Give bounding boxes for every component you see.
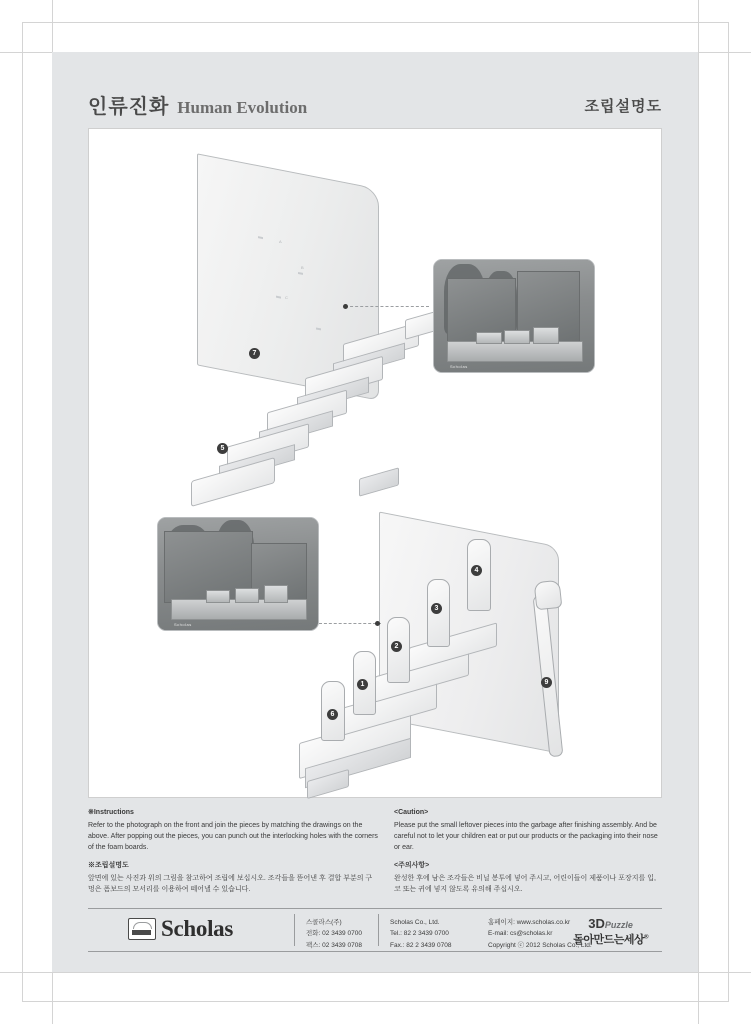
3d-puzzle-logo — [573, 916, 648, 947]
company-tel-en: Tel.: 82 2 3439 0700 — [390, 930, 449, 938]
page-title-ko: 인류진화 — [88, 96, 170, 118]
copyright-text: Copyright ⓒ 2012 Scholas Co., Ltd. — [488, 941, 592, 949]
caution-heading-ko: <주의사항> — [394, 862, 430, 870]
footer-divider — [378, 914, 379, 946]
instructions-right — [394, 808, 662, 896]
instructions-heading-ko: ※조립설명도 — [88, 862, 129, 870]
footer-company-en — [390, 917, 451, 951]
leader-dot — [375, 621, 380, 626]
footer-divider — [294, 914, 295, 946]
company-name-en: Scholas Co., Ltd. — [390, 919, 440, 926]
leader-line-bottom — [319, 623, 381, 624]
email-text: E-mail: cs@scholas.kr — [488, 930, 553, 938]
page-footer — [88, 908, 662, 952]
instruction-sheet — [52, 52, 698, 972]
brand-logo — [128, 916, 233, 942]
part-number-badge: 7 — [249, 348, 260, 359]
caution-body-en: Please put the small leftover pieces into the garbage after finishing assembly. And be careful not to let your children eat or put our products or the packaging into their nose or ear. — [394, 821, 658, 851]
footer-company-ko — [306, 917, 362, 951]
instructions-left — [88, 808, 378, 896]
micro-label: B — [301, 265, 304, 270]
instructions-heading-en: ※Instructions — [88, 809, 134, 816]
caution-heading-en: <Caution> — [394, 809, 429, 816]
company-fax-en: Fax.: 82 2 3439 0708 — [390, 941, 452, 949]
crop-mark-right — [698, 0, 699, 1024]
part-number-badge: 3 — [431, 603, 442, 614]
company-tel-ko: 전화: 02 3439 0700 — [306, 930, 362, 938]
registered-mark: ® — [644, 934, 648, 941]
reference-photo-bottom — [157, 517, 319, 631]
crop-mark-bottom — [0, 972, 751, 973]
logo-line1: 3D — [588, 916, 605, 931]
part-number-badge: 5 — [217, 443, 228, 454]
part-number-badge: 9 — [541, 677, 552, 688]
reference-photo-top — [433, 259, 595, 373]
page-header — [88, 90, 662, 124]
spear-tip — [534, 580, 563, 611]
page-title-right: 조립설명도 — [584, 98, 662, 115]
company-name-ko: 스콜라스(주) — [306, 919, 342, 926]
scholas-mark-icon — [128, 918, 156, 940]
leader-dot — [343, 304, 348, 309]
company-fax-ko: 팩스: 02 3439 0708 — [306, 941, 362, 949]
brand-name: Scholas — [161, 916, 234, 941]
instructions-body-ko: 앞면에 있는 사진과 위의 그림을 참고하여 조립에 보십시오. 조각들을 뜯어낸 후 결합 부분의 구멍은 폼보드의 모서리를 이용하여 떼어낼 수 있습니다. — [88, 875, 373, 894]
part-number-badge: 4 — [471, 565, 482, 576]
photo-caption: Scholas — [174, 621, 192, 627]
logo-line2: 돌아만드는세상 — [573, 934, 645, 946]
leader-line-top — [345, 306, 429, 307]
part-number-badge: 2 — [391, 641, 402, 652]
instructions-block — [88, 808, 662, 898]
micro-label: C — [285, 295, 288, 300]
homepage-text: 홈페이지: www.scholas.co.kr — [488, 919, 571, 926]
caution-body-ko: 완성한 후에 남은 조각들은 비닐 봉투에 넣어 주시고, 어린이들이 제품이나 포장지를 입, 코 또는 귀에 넣지 않도록 유의해 주십시오. — [394, 875, 656, 894]
micro-label: A — [279, 239, 282, 244]
illustration-canvas — [88, 128, 662, 798]
part-number-badge: 1 — [357, 679, 368, 690]
page-title-en: Human Evolution — [177, 98, 308, 117]
instructions-body-en: Refer to the photograph on the front and join the pieces by matching the drawings on the above. After popping out the pieces, you can punch out the interlocking holes with the corners of the foam boards. — [88, 821, 378, 851]
photo-caption: Scholas — [450, 363, 468, 369]
logo-line1-em: Puzzle — [604, 920, 633, 930]
part-number-badge: 6 — [327, 709, 338, 720]
